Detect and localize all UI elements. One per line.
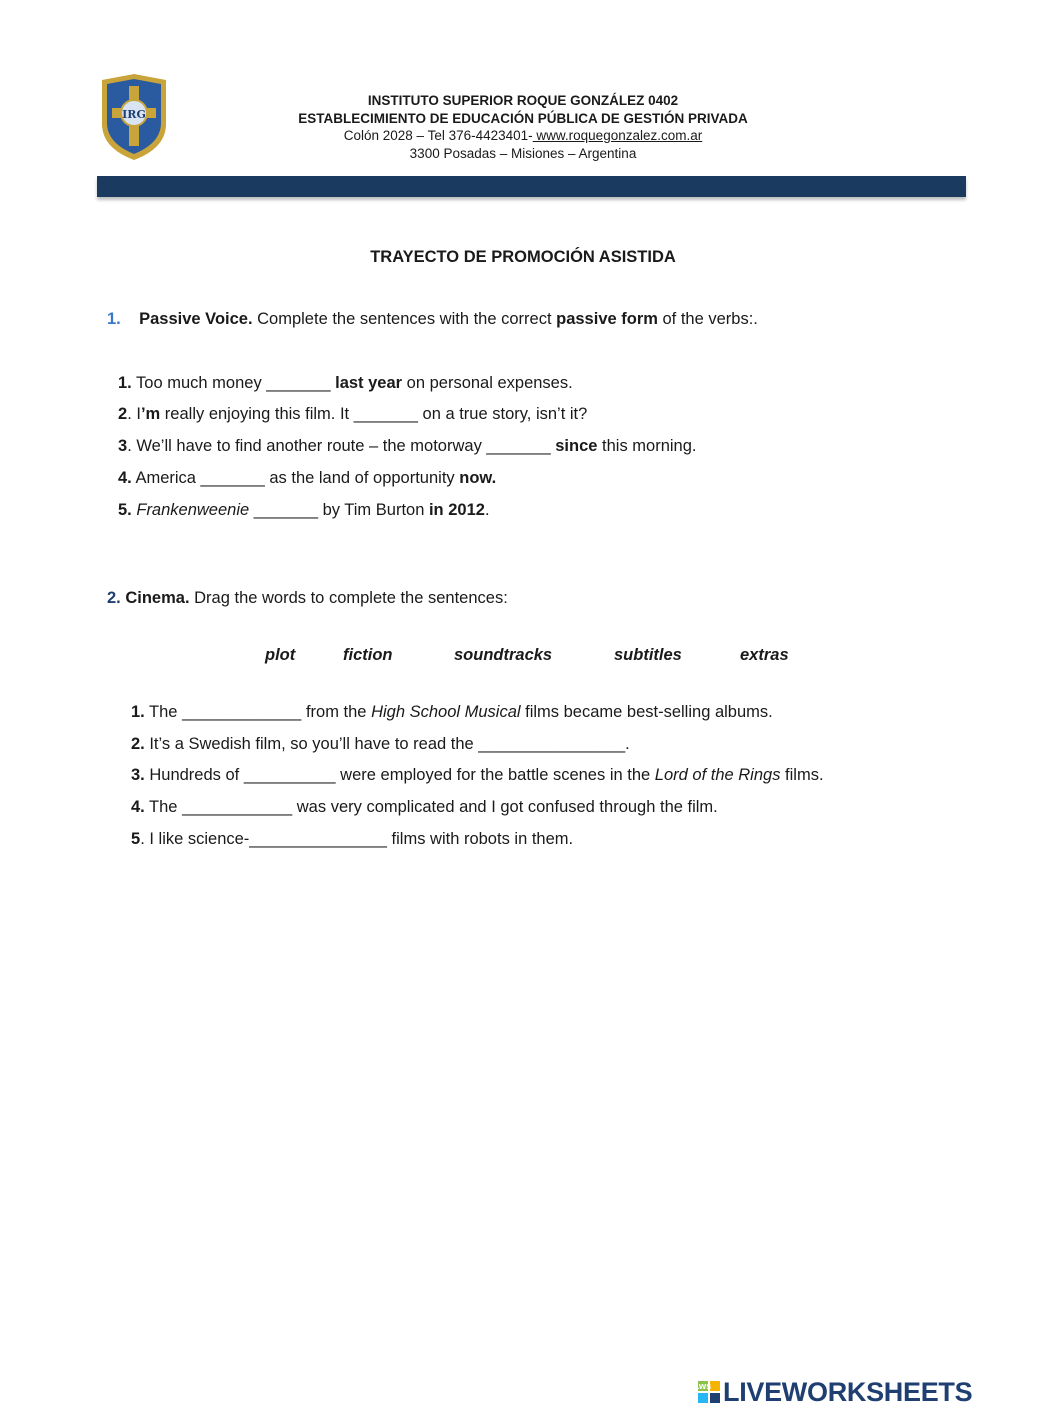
cinema-sentence-4 (131, 798, 718, 817)
sentence-number: 1. (118, 374, 132, 392)
institute-name: INSTITUTO SUPERIOR ROQUE GONZÁLEZ 0402 (367, 93, 679, 108)
section1-instruction-a: Complete the sentences with the correct (252, 310, 557, 328)
section1-title: Passive Voice. (139, 310, 253, 328)
badge-letter: LWS (694, 1383, 712, 1391)
passive-sentence-5 (118, 501, 490, 520)
word-bank-extras[interactable]: extras (740, 646, 789, 664)
liveworksheets-badge-icon (694, 1381, 720, 1403)
sentence-number: 2 (118, 405, 128, 423)
section1-heading (107, 310, 758, 329)
city-line: 3300 Posadas – Misiones – Argentina (409, 145, 637, 161)
sentence-text: . (484, 501, 490, 519)
section1-number: 1. (107, 310, 121, 328)
sentence-text: It’s a Swedish film, so you’ll have to read the ________________. (144, 735, 630, 753)
website-link[interactable]: www.roquegonzalez.com.ar (532, 128, 703, 143)
sentence-text: Hundreds of __________ were employed for the battle scenes in the (144, 766, 655, 784)
brand-name: LIVEWORKSHEETS (723, 1377, 973, 1407)
sentence-bold: ’m (140, 405, 161, 423)
liveworksheets-brand[interactable] (694, 1377, 973, 1407)
passive-sentence-4 (118, 469, 496, 488)
sentence-number: 4. (131, 798, 145, 816)
institute-crest-logo (100, 74, 168, 160)
passive-sentence-1 (118, 374, 573, 393)
cinema-sentence-5 (131, 830, 573, 849)
word-bank-plot[interactable]: plot (265, 646, 296, 664)
sentence-bold: last year (335, 374, 403, 392)
sentence-text: The _____________ from the (144, 703, 372, 721)
sentence-number: 5. (118, 501, 132, 519)
crest-monogram: IRG (122, 108, 146, 121)
sentence-text: Too much money _______ (131, 374, 336, 392)
sentence-text: . I like science-_______________ films with robots in them. (140, 830, 574, 848)
header-divider-band (97, 176, 966, 197)
word-bank-soundtracks[interactable]: soundtracks (454, 646, 553, 664)
sentence-number: 4. (118, 469, 132, 487)
word-bank-subtitles[interactable]: subtitles (614, 646, 682, 664)
cinema-sentence-2 (131, 735, 630, 754)
section2-title: Cinema. (120, 589, 190, 607)
sentence-number: 2. (131, 735, 145, 753)
sentence-text: America _______ as the land of opportunity (131, 469, 460, 487)
sentence-number: 5 (131, 830, 141, 848)
section2-heading (107, 589, 508, 608)
passive-sentence-2 (118, 405, 587, 424)
sentence-text: The ____________ was very complicated and I got confused through the film. (144, 798, 718, 816)
section2-number: 2. (107, 589, 121, 607)
sentence-text: films became best-selling albums. (520, 703, 773, 721)
sentence-italic: Lord of the Rings (654, 766, 781, 784)
sentence-italic: High School Musical (371, 703, 521, 721)
section1-instruction-b: of the verbs:. (657, 310, 758, 328)
section2-instruction: Drag the words to complete the sentences: (189, 589, 508, 607)
sentence-text: films. (780, 766, 824, 784)
sentence-italic: Frankenweenie (136, 501, 250, 519)
sentence-text: on personal expenses. (402, 374, 573, 392)
sentence-bold: now. (459, 469, 497, 487)
word-bank-fiction[interactable]: fiction (343, 646, 393, 664)
sentence-text: . We’ll have to find another route – the motorway _______ (127, 437, 556, 455)
sentence-bold: since (555, 437, 598, 455)
sentence-number: 3 (118, 437, 128, 455)
sentence-number: 1. (131, 703, 145, 721)
sentence-text: _______ by Tim Burton (249, 501, 429, 519)
sentence-number: 3. (131, 766, 145, 784)
section1-instruction-bold: passive form (556, 310, 658, 328)
passive-sentence-3 (118, 437, 696, 456)
cinema-sentence-1 (131, 703, 773, 722)
address-text: Colón 2028 – Tel 376-4423401- (343, 128, 533, 143)
cinema-sentence-3 (131, 766, 824, 785)
sentence-bold: in 2012 (428, 501, 485, 519)
sentence-text: really enjoying this film. It _______ on a true story, isn’t it? (160, 405, 588, 423)
establishment-type: ESTABLECIMIENTO DE EDUCACIÓN PÚBLICA DE GESTIÓN PRIVADA (298, 110, 748, 126)
sentence-text: this morning. (597, 437, 697, 455)
sentence-text: . I (127, 405, 141, 423)
page-title: TRAYECTO DE PROMOCIÓN ASISTIDA (370, 248, 676, 266)
address-line (240, 127, 806, 145)
